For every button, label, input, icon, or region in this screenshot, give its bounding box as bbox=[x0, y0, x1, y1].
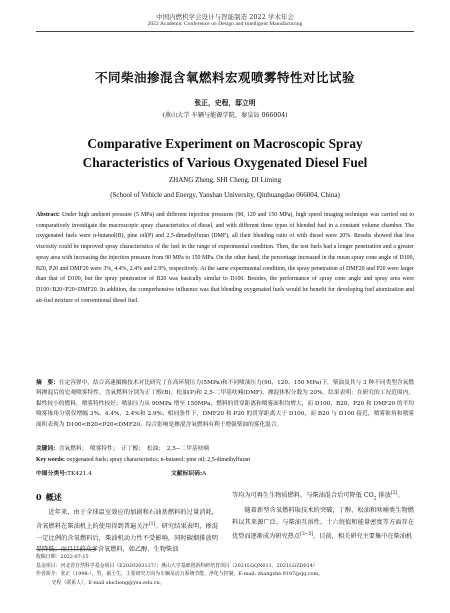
footnote-received: 收稿日期：2022-07-15 bbox=[36, 554, 89, 560]
body-column-right bbox=[232, 488, 414, 543]
keywords-en bbox=[36, 457, 414, 463]
footnote-divider bbox=[36, 549, 96, 550]
keywords-cn-label: 关键词： bbox=[36, 446, 59, 452]
citation-ref: [3−5] bbox=[300, 531, 314, 537]
abstract-cn-label: 摘 要： bbox=[36, 380, 59, 386]
title-en-line-1: Comparative Experiment on Macroscopic Spray bbox=[87, 136, 363, 151]
clc-label: 中图分类号: bbox=[36, 471, 68, 477]
affiliation-en: (School of Vehicle and Energy, Yanshan University, Qinhuangdao 066004, China) bbox=[110, 191, 340, 199]
abstract-cn bbox=[36, 378, 414, 430]
body-left-text: 近年来，由于全球温室效应的加剧和石油基燃料的过量消耗，含氧燃料在柴油机上的使用得到普遍关注 bbox=[36, 509, 218, 530]
header-conference-en: 2022 Academic Conference on Design and Intelligent Manufacturing bbox=[147, 21, 303, 27]
section-heading bbox=[36, 492, 62, 503]
co2-subscript: 2 bbox=[373, 496, 377, 502]
footnotes bbox=[36, 553, 414, 587]
abstract-en-label: Abstract: bbox=[36, 212, 60, 218]
title-en bbox=[0, 134, 450, 172]
doc-code-value: A bbox=[202, 471, 207, 477]
title-cn: 不同柴油掺混含氧燃料宏观喷雾特性对比试验 bbox=[94, 70, 355, 85]
doc-code-label: 文献标识码: bbox=[171, 471, 203, 477]
body-right-paragraph-1 bbox=[232, 488, 414, 505]
keywords-cn bbox=[36, 443, 414, 452]
body-right-p2-text: 随着新型含氧燃料取技术的突破，丁醇、松油和呋喃类生物燃料以其来源广泛、与柴油互溶性、十六烷值和能量密度等方面存在优势而逐渐成为研究热点 bbox=[232, 507, 414, 540]
abstract-en-text: Under high ambient pressure (5 MPa) and different injection pressures (90, 120 and 150 MPa), high speed imaging technique was carried out to comparatively investigate the macroscopic spray characteristics of diesel, and with different three types of blended fuel in a constant volume chamber. The oxygenated fuels were n-butanol(B), pine oil(P) and 2,5-dimethylfuran (DMF), all their blending ratio of with diesel were 20%. Results showed that less viscosity could be improved spray characteristics of the fuel in the range of experimental condition. Then, the test fuels had a longer penetration and a greater spray area with increasing the injection pressure from 90 MPa to 150 MPa. On the other hand, the percentage increased in the mean spray cone angle of D100, B20, P20 and DMF20 were 3%, 4.4%, 2.4% and 2.9%, respectively. At the same experimental condition, the spray penetration of DMF20 and P20 were larger than that of D100, but the spray penetration of B20 was basically similar to D100. Besides, the performance of spray cone angle and spray area were D100<B20<P20<DMF20. In addition, the comprehensive influence was that blending oxygenated fuels would be benefit for developing fuel atomization and air-fuel mixture of conventional diesel fuel. bbox=[36, 212, 414, 304]
footnote-corresponding: 史程（联系人），E-mail shicheng@ysu.edu.cn。 bbox=[51, 579, 165, 586]
doc-code bbox=[171, 468, 206, 477]
footnote-fund: 基金项目：河北省自然科学基金项目（E2020203127）；燕山大学基础创新科研培育项目（2021LGQN011，2021LGZD014） bbox=[36, 562, 318, 569]
clc-value: TK421.4 bbox=[67, 471, 92, 477]
citation-ref: [2] bbox=[390, 491, 398, 496]
abstract-cn-text: 在定容弹中，结合高速摄像技术对比研究了在高环境压力(5MPa)和不同喷油压力(90、120、150 MPa)下，柴油及其与 3 种不同类型含氧燃料掺混后的宏观喷雾特性。含氧燃料分别为正丁醇(B)、松油(P)和 2,5-二甲基呋喃(DMF)，掺混体积分数为 20%。结果表明：在研究的工况范围内，黏性较小的燃料，喷雾特性较好；喷油压力从 90MPa 增至 150MPa，燃料的贯穿距离和喷雾面积均增大，而 D100、B20、P20 和 DMF20 的平均喷雾锥角分别仅增幅 3%、4.4%、2.4%和 2.9%；相同条件下，DMF20 和 P20 的贯穿距离大于 D100，而 B20 与 D100 接近，喷雾锥角和喷雾面积表现为 D100<B20<P20<DMF20。综合影响是掺混含氧燃料有利于增强柴油的雾化混合。 bbox=[36, 380, 415, 428]
authors-en: ZHANG Zheng, SHI Cheng, DI Liming bbox=[168, 176, 282, 184]
section-title: 概述 bbox=[45, 492, 62, 502]
body-right-p2-end: 。目前，相关研究主要集中在柴油机 bbox=[313, 532, 413, 540]
footnote-author: 作者简介：张正（1998-），男，硕士生，主要研究方向为车辆及动力系统节能、净化与控制，E-mail: zhangzhe.9197@qq.com。 bbox=[36, 571, 324, 578]
header-divider bbox=[36, 31, 414, 32]
citation-ref: [1] bbox=[148, 521, 156, 527]
keywords-cn-text: 含氧燃料； 喷雾特性； 正丁醇； 松油； 2,5−二甲基呋喃 bbox=[58, 446, 210, 452]
classification-row bbox=[36, 468, 414, 477]
body-right-text: 等均为可再生生物质燃料，与柴油混合后可降低 CO bbox=[232, 492, 374, 500]
authors-cn: 张正，史程，邸立明 bbox=[194, 99, 256, 107]
title-en-line-2: Characteristics of Various Oxygenated Diesel Fuel bbox=[82, 155, 368, 170]
body-left-text-2: 。研究结果表明，掺混一定比例的含氧燃料后，柴油机动力性不受影响，同时碳烟排放明显降低；而且目前众多含氧燃料，如乙醇、生物柴油 bbox=[36, 522, 219, 554]
body-right-text-2: 排放 bbox=[376, 492, 391, 500]
abstract-en bbox=[36, 210, 414, 306]
body-right-text-3: 。 bbox=[397, 492, 404, 500]
header-conference-cn: 中国内燃机学会设计与智能制造 2022 学术年会 bbox=[156, 13, 294, 21]
body-right-paragraph-2 bbox=[232, 505, 414, 542]
affiliation-cn: (燕山大学 车辆与能源学院，秦皇岛 066004) bbox=[162, 112, 288, 119]
keywords-en-text: oxygenated fuels; spray characteristics; n-butanol; pine oil; 2,5-dimethylfuran bbox=[66, 457, 250, 463]
section-number: 0 bbox=[36, 492, 42, 502]
keywords-en-label: Key words: bbox=[36, 457, 65, 463]
